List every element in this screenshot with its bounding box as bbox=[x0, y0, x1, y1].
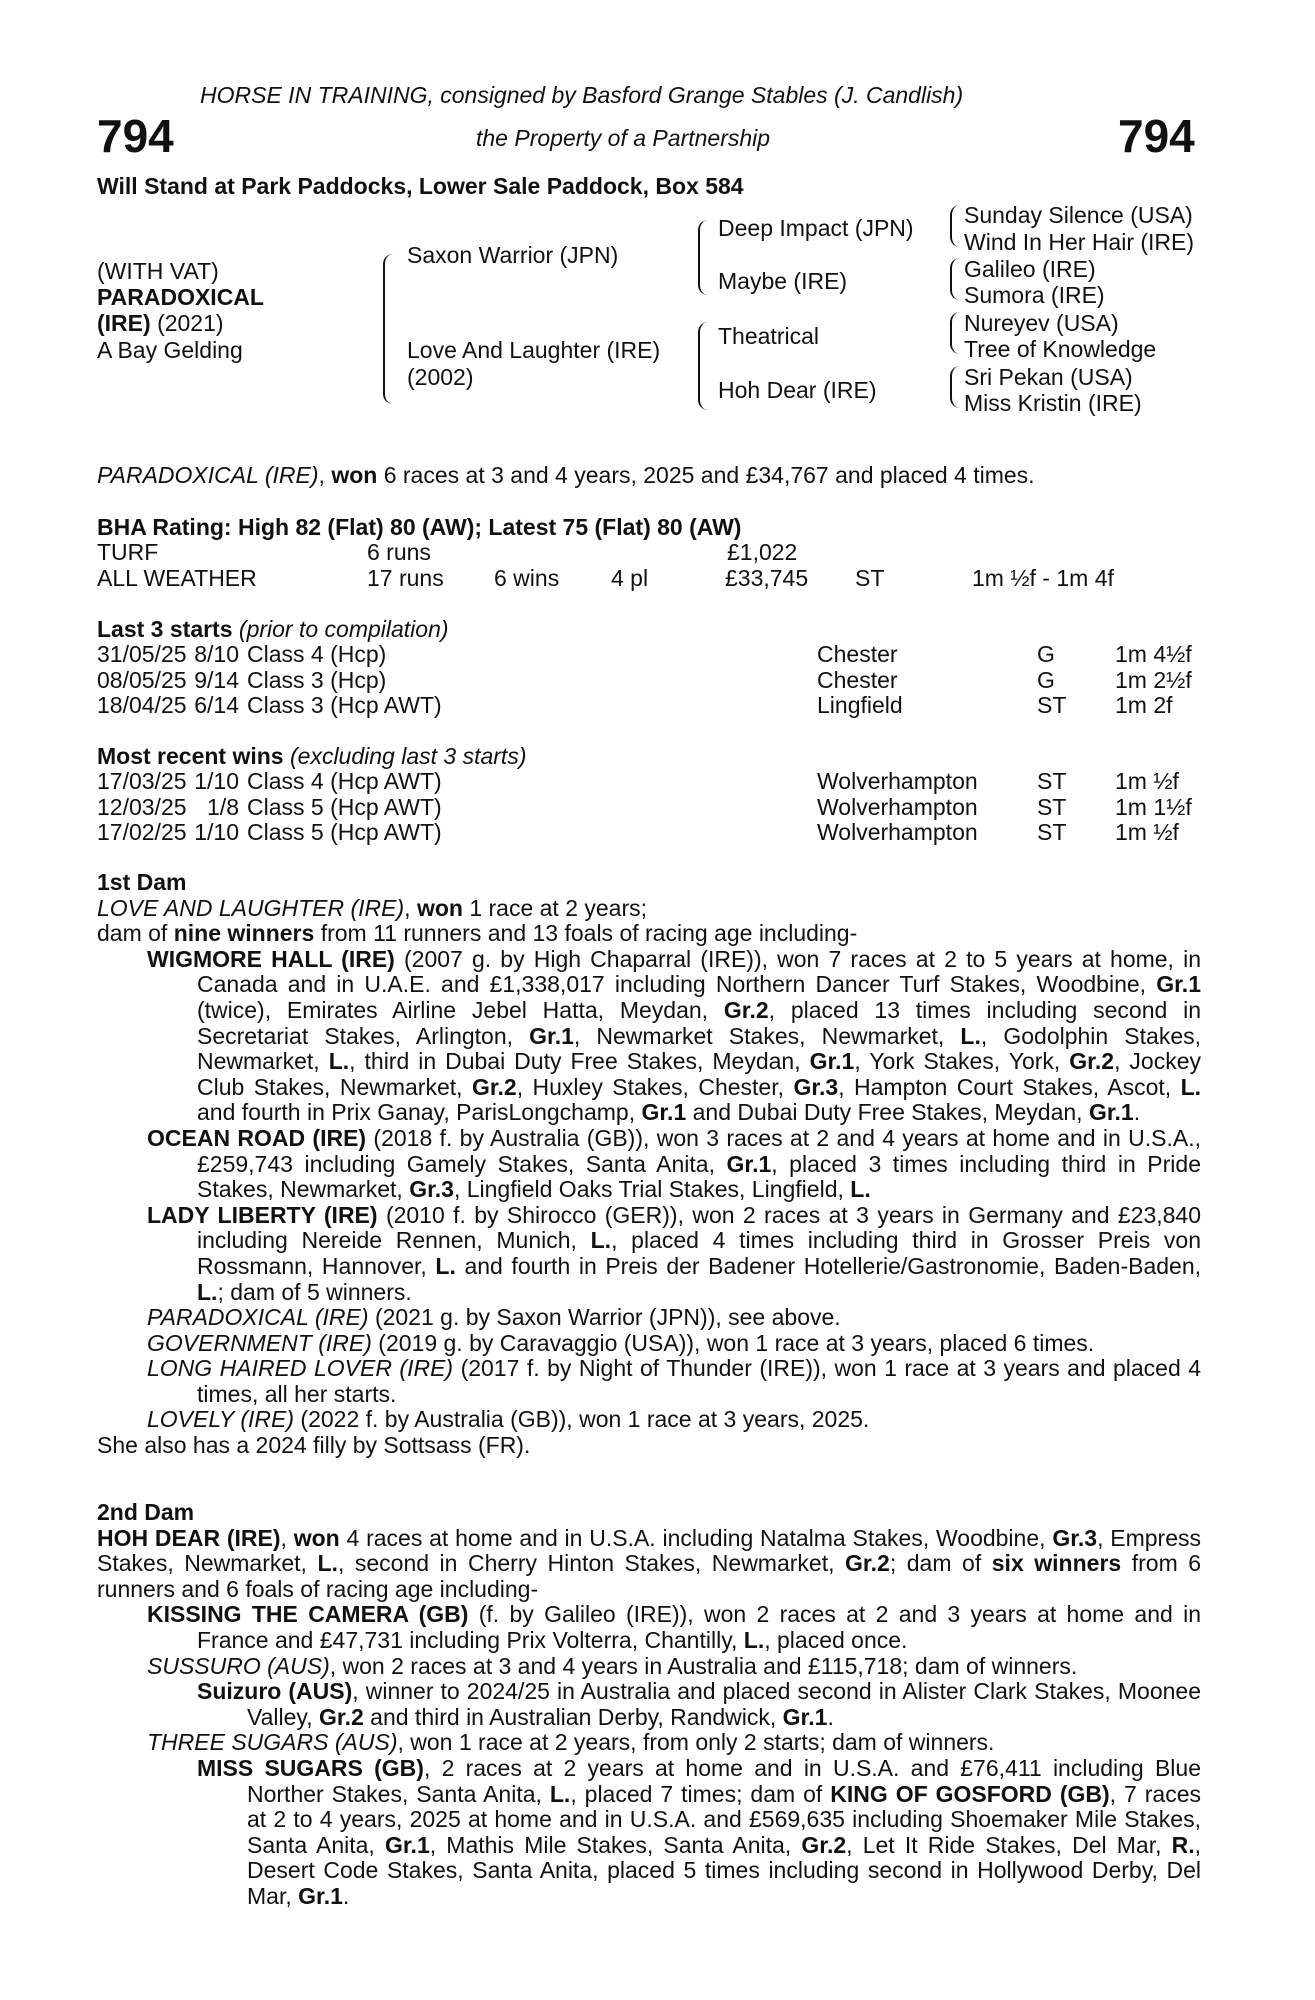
offspring-name: LOVELY (IRE) bbox=[147, 1406, 295, 1433]
race-race: Class 4 (Hcp) bbox=[247, 641, 387, 667]
text: ; dam of 5 winners. bbox=[217, 1278, 412, 1305]
listed-badge: L. bbox=[197, 1278, 218, 1305]
text: from 6 runners and 6 foals of racing age including- bbox=[97, 1550, 1202, 1602]
text: (2018 f. by Australia (GB)), won 3 races at 2 and 4 years at home and in U.S.A., £259,743 including Gamely Stakes, Santa Anita, bbox=[197, 1124, 1201, 1177]
lot-number-right: 794 bbox=[1118, 110, 1195, 162]
race-dist: 1m 2½f bbox=[1115, 666, 1192, 693]
text: (2022 f. by Australia (GB)), won 1 race at 3 years, 2025. bbox=[300, 1406, 870, 1433]
grandsire-2: Galileo (IRE) bbox=[964, 256, 1096, 282]
offspring-name: THREE SUGARS (AUS) bbox=[147, 1729, 398, 1756]
offspring-name: LONG HAIRED LOVER (IRE) bbox=[147, 1355, 454, 1382]
offspring-name: PARADOXICAL (IRE) bbox=[147, 1304, 369, 1331]
first-dam-section bbox=[97, 870, 1201, 1459]
granddam-4: Miss Kristin (IRE) bbox=[964, 390, 1142, 416]
pedigree-brace-g4 bbox=[950, 366, 960, 408]
text: (2007 g. by High Chaparral (IRE)), won 7 races at 2 to 5 years at home, in Canada and in U.A.E. and £1,338,017 including Northern Dancer Turf Stakes, Woodbine, bbox=[197, 945, 1201, 998]
summary-won: won bbox=[331, 462, 378, 488]
offspring-name: KING OF GOSFORD (GB) bbox=[830, 1780, 1110, 1807]
grade-badge: Gr.1 bbox=[384, 1831, 430, 1858]
grade-badge: Gr.3 bbox=[793, 1073, 839, 1100]
race-going: ST bbox=[1037, 819, 1067, 846]
sire: Saxon Warrior (JPN) bbox=[407, 242, 619, 268]
grade-badge: Gr.3 bbox=[1052, 1524, 1098, 1551]
pedigree-brace-sire bbox=[698, 220, 708, 295]
text: , placed 4 times including third in Grosser Preis von Rossmann, Hannover, bbox=[197, 1227, 1201, 1279]
aw-label: ALL WEATHER bbox=[97, 565, 257, 591]
text: , Desert Code Stakes, Santa Anita, placed 5 times including second in Hollywood Derby, Del Mar, bbox=[247, 1831, 1202, 1909]
race-summary bbox=[97, 462, 1035, 488]
winners-count: nine winners bbox=[173, 920, 315, 947]
won-word: won bbox=[293, 1524, 340, 1551]
first-dam-line2 bbox=[97, 921, 1201, 947]
summary-rest: 6 races at 3 and 4 years, 2025 and £34,767 and placed 4 times. bbox=[383, 462, 1035, 488]
vat-label: (WITH VAT) bbox=[97, 258, 219, 284]
aw-prize: £33,745 bbox=[725, 565, 809, 591]
first-dam-also: She also has a 2024 filly by Sottsass (FR). bbox=[97, 1432, 531, 1459]
text: dam of bbox=[906, 1550, 982, 1577]
listed-badge: L. bbox=[743, 1626, 765, 1653]
race-pos: 8/10 bbox=[194, 641, 239, 667]
entry-kissing-the-camera bbox=[97, 1602, 1201, 1653]
recent-title: Most recent wins bbox=[97, 743, 284, 769]
horse-year: (2021) bbox=[157, 310, 224, 336]
entry-lovely bbox=[97, 1407, 1201, 1433]
sire-dam: Maybe (IRE) bbox=[718, 268, 848, 294]
text: (2019 g. by Caravaggio (USA)), won 1 race at 3 years, placed 6 times. bbox=[378, 1329, 1095, 1356]
second-dam-heading: 2nd Dam bbox=[97, 1499, 195, 1525]
pedigree-brace-g1 bbox=[950, 205, 960, 247]
listed-badge: L. bbox=[850, 1176, 871, 1203]
race-race: Class 4 (Hcp AWT) bbox=[247, 768, 442, 794]
race-row bbox=[97, 819, 1207, 845]
text: 1 race at 2 years; bbox=[469, 894, 648, 921]
last3-title: Last 3 starts bbox=[97, 616, 233, 642]
aw-wins: 6 wins bbox=[494, 565, 560, 591]
entry-suizuro bbox=[97, 1679, 1201, 1730]
dam-dam: Hoh Dear (IRE) bbox=[718, 377, 877, 403]
race-row bbox=[97, 692, 1207, 718]
grade-badge: Gr.2 bbox=[471, 1073, 517, 1100]
race-dist: 1m 2f bbox=[1115, 692, 1173, 719]
listed-badge: L. bbox=[328, 1048, 350, 1075]
punct: , bbox=[404, 894, 411, 921]
offspring-name: KISSING THE CAMERA (GB) bbox=[147, 1601, 469, 1628]
pedigree-brace-g3 bbox=[950, 312, 960, 354]
race-going: ST bbox=[1037, 692, 1067, 719]
text: , York Stakes, York, bbox=[854, 1048, 1061, 1075]
race-date: 12/03/25 bbox=[97, 793, 187, 820]
property-line: the Property of a Partnership bbox=[476, 125, 771, 151]
race-date: 17/02/25 bbox=[97, 819, 187, 846]
race-race: Class 5 (Hcp AWT) bbox=[247, 793, 442, 820]
aw-row bbox=[97, 565, 1207, 591]
consignment-line: HORSE IN TRAINING, consigned by Basford Grange Stables (J. Candlish) bbox=[200, 82, 964, 108]
aw-going: ST bbox=[855, 565, 885, 591]
race-pos: 6/14 bbox=[194, 692, 239, 719]
race-going: G bbox=[1037, 666, 1055, 693]
dam-sire: Theatrical bbox=[718, 323, 819, 349]
text: , placed 13 times including second in Secretariat Stakes, Arlington, bbox=[197, 996, 1201, 1049]
race-going: ST bbox=[1037, 793, 1067, 820]
entry-three-sugars bbox=[97, 1730, 1201, 1756]
text: , Mathis Mile Stakes, Santa Anita, bbox=[429, 1831, 792, 1858]
horse-description: A Bay Gelding bbox=[97, 337, 243, 363]
listed-badge: L. bbox=[960, 1022, 981, 1049]
turf-row bbox=[97, 539, 1207, 565]
race-date: 17/03/25 bbox=[97, 768, 187, 794]
grade-badge: Gr.1 bbox=[529, 1022, 574, 1049]
recent-note: (excluding last 3 starts) bbox=[290, 743, 527, 769]
race-course: Lingfield bbox=[817, 692, 903, 719]
grade-badge: Gr.3 bbox=[409, 1176, 454, 1203]
race-date: 31/05/25 bbox=[97, 641, 187, 667]
race-going: ST bbox=[1037, 768, 1067, 794]
entry-government bbox=[97, 1331, 1201, 1357]
pedigree-brace-main bbox=[383, 254, 393, 404]
race-race: Class 3 (Hcp) bbox=[247, 666, 387, 693]
grandsire-1: Sunday Silence (USA) bbox=[964, 202, 1193, 228]
text: . bbox=[1133, 1099, 1141, 1126]
race-course: Chester bbox=[817, 641, 898, 667]
grandsire-4: Sri Pekan (USA) bbox=[964, 364, 1133, 390]
text: , Newmarket Stakes, Newmarket, bbox=[573, 1022, 945, 1049]
turf-runs: 6 runs bbox=[367, 539, 431, 565]
pedigree-brace-g2 bbox=[950, 258, 960, 300]
offspring-name: GOVERNMENT (IRE) bbox=[147, 1329, 372, 1356]
turf-label: TURF bbox=[97, 539, 159, 565]
race-course: Wolverhampton bbox=[817, 819, 978, 846]
grade-badge: Gr.2 bbox=[319, 1703, 364, 1730]
race-pos: 1/10 bbox=[194, 819, 239, 846]
turf-prize: £1,022 bbox=[727, 539, 798, 565]
offspring-name: MISS SUGARS (GB) bbox=[197, 1754, 424, 1781]
text: , won 1 race at 2 years, from only 2 starts; dam of winners. bbox=[397, 1729, 995, 1756]
text: , Lingfield Oaks Trial Stakes, Lingfield, bbox=[453, 1176, 844, 1203]
second-dam-section bbox=[97, 1500, 1201, 1910]
text: (2021 g. by Saxon Warrior (JPN)), see above. bbox=[374, 1304, 841, 1331]
grade-badge: Gr.2 bbox=[723, 996, 769, 1023]
text: , second in Cherry Hinton Stakes, Newmarket, bbox=[337, 1550, 835, 1577]
entry-lady-liberty bbox=[97, 1203, 1201, 1305]
text: (2010 f. by Shirocco (GER)), won 2 races at 3 years in Germany and £23,840 including Nereide Rennen, Munich, bbox=[197, 1201, 1202, 1254]
race-going: G bbox=[1037, 641, 1055, 667]
text: , Hampton Court Stakes, Ascot, bbox=[838, 1073, 1172, 1100]
grade-badge: Gr.1 bbox=[1088, 1099, 1134, 1126]
aw-distance: 1m ½f - 1m 4f bbox=[972, 565, 1114, 591]
race-row bbox=[97, 641, 1207, 667]
pedigree-brace-dam bbox=[698, 322, 708, 410]
race-race: Class 3 (Hcp AWT) bbox=[247, 692, 442, 719]
listed-badge: L. bbox=[590, 1227, 612, 1254]
grade-badge: Gr.2 bbox=[1069, 1048, 1115, 1075]
grade-badge: Gr.1 bbox=[1156, 971, 1201, 998]
text: . bbox=[827, 1703, 834, 1730]
race-date: 08/05/25 bbox=[97, 666, 187, 693]
offspring-name: OCEAN ROAD (IRE) bbox=[147, 1124, 367, 1151]
won-word: won bbox=[416, 894, 463, 921]
offspring-name: Suizuro (AUS) bbox=[197, 1678, 353, 1705]
grade-badge: Gr.1 bbox=[641, 1099, 687, 1126]
text: and fourth in Prix Ganay, ParisLongchamp, bbox=[197, 1099, 636, 1126]
listed-badge: L. bbox=[1180, 1073, 1202, 1100]
text: (f. by Galileo (IRE)), won 2 races at 2 and 3 years at home and in France and £47,731 including Prix Volterra, Chantilly, bbox=[197, 1601, 1201, 1653]
horse-origin-year bbox=[97, 310, 224, 336]
entry-ocean-road bbox=[97, 1126, 1201, 1203]
grade-badge: Gr.2 bbox=[801, 1831, 847, 1858]
granddam-1: Wind In Her Hair (IRE) bbox=[964, 229, 1195, 255]
race-dist: 1m ½f bbox=[1115, 819, 1179, 846]
race-pos: 1/10 bbox=[194, 768, 239, 794]
text: , Empress Stakes, Newmarket, bbox=[97, 1524, 1202, 1577]
entry-paradoxical bbox=[97, 1305, 1201, 1331]
race-row bbox=[97, 794, 1207, 820]
race-pos: 9/14 bbox=[194, 666, 239, 693]
offspring-name: LADY LIBERTY (IRE) bbox=[147, 1201, 378, 1228]
entry-long-haired-lover bbox=[97, 1356, 1201, 1407]
offspring-name: WIGMORE HALL (IRE) bbox=[147, 945, 395, 972]
second-dam-name: HOH DEAR (IRE) bbox=[97, 1524, 281, 1551]
text: from 11 runners and 13 foals of racing age including- bbox=[320, 920, 858, 947]
race-row bbox=[97, 768, 1207, 794]
listed-badge: L. bbox=[435, 1252, 456, 1279]
summary-horse: PARADOXICAL (IRE) bbox=[97, 462, 319, 488]
race-course: Wolverhampton bbox=[817, 793, 978, 820]
entry-sussuro bbox=[97, 1654, 1201, 1680]
text: (2017 f. by Night of Thunder (IRE)), won 1 race at 3 years and placed 4 times, all her starts. bbox=[197, 1355, 1202, 1407]
text: , Jockey Club Stakes, Newmarket, bbox=[197, 1048, 1202, 1100]
grade-badge: Gr.1 bbox=[298, 1882, 343, 1909]
last3-note: (prior to compilation) bbox=[238, 616, 449, 642]
text: . bbox=[342, 1882, 350, 1909]
race-pos: 1/8 bbox=[207, 793, 239, 820]
race-dist: 1m ½f bbox=[1115, 768, 1179, 794]
grade-badge: Gr.1 bbox=[809, 1048, 855, 1075]
text: , placed 3 times including third in Pride Stakes, Newmarket, bbox=[197, 1150, 1202, 1203]
first-dam-line1 bbox=[97, 896, 1201, 922]
text: (twice), Emirates Airline Jebel Hatta, Meydan, bbox=[197, 996, 709, 1023]
grade-badge: Gr.1 bbox=[726, 1150, 772, 1177]
offspring-name: SUSSURO (AUS) bbox=[147, 1652, 330, 1679]
listed-badge: L. bbox=[549, 1780, 571, 1807]
dam: Love And Laughter (IRE) bbox=[407, 337, 661, 363]
entry-miss-sugars bbox=[97, 1756, 1201, 1910]
race-dist: 1m 1½f bbox=[1115, 793, 1192, 820]
granddam-2: Sumora (IRE) bbox=[964, 282, 1105, 308]
race-course: Chester bbox=[817, 666, 898, 693]
race-course: Wolverhampton bbox=[817, 768, 978, 794]
text: and fourth in Preis der Badener Hotellerie/Gastronomie, Baden-Baden, bbox=[464, 1252, 1202, 1279]
text: , 7 races at 2 to 4 years, 2025 at home and in U.S.A. and £569,635 including Shoemaker Mile Stakes, Santa Anita, bbox=[247, 1780, 1201, 1858]
last3-heading bbox=[97, 616, 449, 642]
recent-heading bbox=[97, 743, 526, 769]
race-race: Class 5 (Hcp AWT) bbox=[247, 819, 442, 846]
grandsire-3: Nureyev (USA) bbox=[964, 310, 1119, 336]
sire-sire: Deep Impact (JPN) bbox=[718, 215, 914, 241]
text: , placed 7 times; dam of bbox=[570, 1780, 823, 1807]
first-dam-name: LOVE AND LAUGHTER (IRE) bbox=[97, 894, 405, 921]
text: , 2 races at 2 years at home and in U.S.A. and £76,411 including Blue Norther Stakes, Santa Anita, bbox=[247, 1754, 1201, 1807]
text: dam of bbox=[97, 920, 168, 947]
horse-origin: (IRE) bbox=[97, 310, 151, 336]
summary-sep: , bbox=[318, 462, 325, 488]
granddam-3: Tree of Knowledge bbox=[964, 336, 1157, 362]
text: , third in Dubai Duty Free Stakes, Meydan, bbox=[349, 1048, 801, 1075]
race-row bbox=[97, 667, 1207, 693]
punct: , bbox=[280, 1524, 287, 1551]
horse-name: PARADOXICAL bbox=[97, 284, 264, 310]
text: ; bbox=[889, 1550, 897, 1577]
text: , Godolphin Stakes, Newmarket, bbox=[197, 1022, 1202, 1075]
text: , Huxley Stakes, Chester, bbox=[516, 1073, 785, 1100]
text: 4 races at home and in U.S.A. including Natalma Stakes, Woodbine, bbox=[346, 1524, 1046, 1551]
text: , Let It Ride Stakes, Del Mar, bbox=[846, 1831, 1162, 1858]
dam-year: (2002) bbox=[407, 364, 474, 390]
text: , won 2 races at 3 and 4 years in Australia and £115,718; dam of winners. bbox=[329, 1652, 1078, 1679]
text: and Dubai Duty Free Stakes, Meydan, bbox=[692, 1099, 1083, 1126]
winners-count: six winners bbox=[991, 1550, 1122, 1577]
text: , placed once. bbox=[764, 1626, 908, 1653]
text: , winner to 2024/25 in Australia and placed second in Alister Clark Stakes, Moonee Valley, bbox=[247, 1678, 1201, 1730]
entry-wigmore-hall bbox=[97, 947, 1201, 1126]
restricted-badge: R. bbox=[1171, 1831, 1195, 1858]
race-date: 18/04/25 bbox=[97, 692, 187, 719]
rating-heading: BHA Rating: High 82 (Flat) 80 (AW); Latest 75 (Flat) 80 (AW) bbox=[97, 514, 742, 540]
race-dist: 1m 4½f bbox=[1115, 641, 1192, 667]
first-dam-heading: 1st Dam bbox=[97, 869, 187, 895]
lot-number-left: 794 bbox=[97, 110, 174, 162]
grade-badge: Gr.1 bbox=[782, 1703, 828, 1730]
aw-runs: 17 runs bbox=[367, 565, 444, 591]
grade-badge: Gr.2 bbox=[845, 1550, 890, 1577]
aw-placed: 4 pl bbox=[611, 565, 649, 591]
listed-badge: L. bbox=[317, 1550, 338, 1577]
location-line: Will Stand at Park Paddocks, Lower Sale Paddock, Box 584 bbox=[97, 173, 744, 199]
second-dam-intro bbox=[97, 1526, 1201, 1603]
text: and third in Australian Derby, Randwick, bbox=[370, 1703, 777, 1730]
